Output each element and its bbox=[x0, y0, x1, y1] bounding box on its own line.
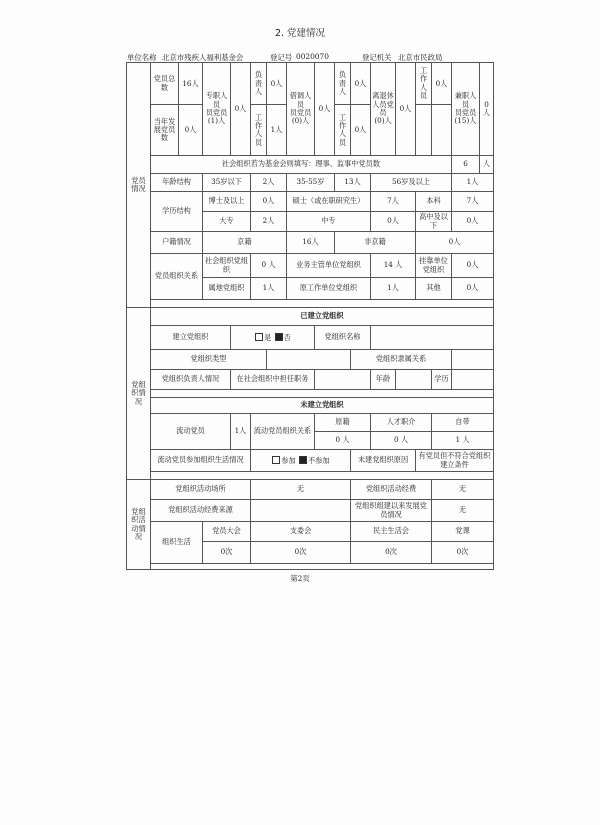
org-life-label: 组织生活 bbox=[151, 522, 203, 564]
age-56-plus-label: 56岁及以上 bbox=[371, 174, 452, 192]
fulltime-title: 专职人员 bbox=[205, 91, 228, 109]
venue-label: 党组织活动场所 bbox=[151, 480, 251, 500]
rel-social-org-value: 0 人 bbox=[251, 254, 287, 278]
retired-staff-label: 工作人员 bbox=[416, 63, 432, 105]
reg-no-value: 0020070 bbox=[296, 52, 329, 61]
leader-edu-value bbox=[452, 370, 494, 390]
general-meeting-label: 党员大会 bbox=[203, 522, 251, 542]
join-label: 参加 bbox=[281, 455, 296, 465]
org-leader-label: 党组织负责人情况 bbox=[151, 370, 231, 390]
join-checkbox[interactable] bbox=[272, 456, 280, 464]
party-lecture-label: 党课 bbox=[432, 522, 494, 542]
org-affiliation-value bbox=[452, 350, 494, 370]
org-name-label: 党组织名称 bbox=[315, 326, 371, 350]
edu-bachelor-value: 7人 bbox=[452, 192, 494, 212]
hukou-beijing-label: 京籍 bbox=[203, 232, 287, 254]
age-56-plus-value: 1人 bbox=[452, 174, 494, 192]
retired-blank-1 bbox=[416, 105, 432, 156]
total-members-label: 党员总数 bbox=[151, 63, 179, 105]
funds-label: 党组织活动经费 bbox=[351, 480, 432, 500]
edu-college-label: 大专 bbox=[203, 212, 251, 232]
org-type-label: 党组织类型 bbox=[151, 350, 267, 370]
age-under-35-label: 35岁以下 bbox=[203, 174, 251, 192]
seconded-title: 借调人员 bbox=[289, 91, 312, 109]
reg-org-value: 北京市民政局 bbox=[398, 53, 443, 62]
age-35-55-label: 35-55岁 bbox=[287, 174, 335, 192]
parttime-value: 0人 bbox=[480, 63, 494, 156]
edu-highschool-value: 0人 bbox=[452, 212, 494, 232]
dev-since-est-value: 无 bbox=[432, 500, 494, 522]
self-label: 自带 bbox=[432, 414, 494, 432]
parttime-party-count: 员党员(15)人 bbox=[454, 108, 477, 126]
establish-org-options bbox=[231, 326, 315, 350]
branch-committee-label: 支委会 bbox=[251, 522, 351, 542]
seconded-resp-value: 0人 bbox=[351, 63, 371, 105]
rel-supervisor-label: 业务主管单位党组织 bbox=[287, 254, 371, 278]
rel-other-value: 0人 bbox=[452, 278, 494, 300]
nojoin-label: 不参加 bbox=[308, 455, 330, 465]
hukou-nonbeijing-label: 非京籍 bbox=[335, 232, 416, 254]
org-relation-label: 党员组织关系 bbox=[151, 254, 203, 300]
edu-master-label: 硕士（或在职研究生） bbox=[287, 192, 371, 212]
fulltime-value: 0人 bbox=[231, 63, 251, 156]
fulltime-staff-label: 工作人员 bbox=[251, 105, 267, 156]
party-building-form bbox=[126, 62, 494, 570]
edu-phd-value: 0人 bbox=[251, 192, 287, 212]
fulltime-resp-label: 负责人 bbox=[251, 63, 267, 105]
age-structure-label: 年龄结构 bbox=[151, 174, 203, 192]
talent-value: 0 人 bbox=[371, 432, 432, 450]
retired-title: 离退休人员党员 bbox=[372, 91, 394, 118]
edu-bachelor-label: 本科 bbox=[416, 192, 452, 212]
nojoin-checkbox[interactable] bbox=[299, 456, 307, 464]
org-type-value bbox=[267, 350, 351, 370]
parttime-label bbox=[452, 63, 480, 156]
funds-source-label: 党组织活动经费来源 bbox=[151, 500, 251, 522]
page-number: 第2页 bbox=[290, 574, 310, 583]
parttime-title: 兼职人员 bbox=[454, 91, 477, 109]
party-lecture-value: 0次 bbox=[432, 542, 494, 564]
seconded-staff-value: 0人 bbox=[351, 105, 371, 156]
rel-affiliated-value: 0人 bbox=[452, 254, 494, 278]
section2-end-spacer bbox=[151, 472, 494, 480]
section2-spacer bbox=[151, 390, 494, 398]
no-org-reason-label: 未建党组织原因 bbox=[351, 450, 416, 472]
rel-former-value: 1人 bbox=[371, 278, 416, 300]
democratic-life-value: 0次 bbox=[351, 542, 432, 564]
page-title: 2. 党建情况 bbox=[274, 28, 326, 39]
funds-value: 无 bbox=[432, 480, 494, 500]
branch-committee-value: 0次 bbox=[251, 542, 351, 564]
age-35-55-value: 13人 bbox=[335, 174, 371, 192]
section1-spacer bbox=[151, 300, 494, 308]
unit-name-label: 单位名称 bbox=[127, 53, 157, 62]
venue-value: 无 bbox=[251, 480, 351, 500]
leader-age-value bbox=[396, 370, 432, 390]
retired-staff-value: 0人 bbox=[432, 63, 452, 105]
rel-former-label: 原工作单位党组织 bbox=[287, 278, 371, 300]
mobile-members-value: 1人 bbox=[231, 414, 251, 450]
leader-age-label: 年龄 bbox=[371, 370, 396, 390]
rel-local-label: 属地党组织 bbox=[203, 278, 251, 300]
no-checkbox[interactable] bbox=[275, 333, 283, 341]
retired-blank-2 bbox=[432, 105, 452, 156]
democratic-life-label: 民主生活会 bbox=[351, 522, 432, 542]
yes-checkbox[interactable] bbox=[255, 333, 263, 341]
participation-label: 流动党员参加组织生活情况 bbox=[151, 450, 251, 472]
edu-phd-label: 博士及以上 bbox=[203, 192, 251, 212]
age-under-35-value: 2人 bbox=[251, 174, 287, 192]
talent-label: 人才职介 bbox=[371, 414, 432, 432]
seconded-resp-label: 负责人 bbox=[335, 63, 351, 105]
rel-social-org-label: 社会组织党组织 bbox=[203, 254, 251, 278]
rel-local-value: 1人 bbox=[251, 278, 287, 300]
reg-no-label: 登记号 bbox=[270, 53, 293, 62]
seconded-value: 0人 bbox=[315, 63, 335, 156]
mobile-members-label: 流动党员 bbox=[151, 414, 231, 450]
board-members-label: 社会组织若为基金会则填写：理事、监事中党员数 bbox=[151, 156, 452, 174]
org-activity-section-label: 党组织活动情况 bbox=[127, 480, 151, 570]
seconded-staff-label: 工作人员 bbox=[335, 105, 351, 156]
seconded-party-count: 员党员(0)人 bbox=[289, 108, 312, 126]
edu-highschool-label: 高中及以下 bbox=[416, 212, 452, 232]
leader-edu-label: 学历 bbox=[432, 370, 452, 390]
condition-label: 有党员但不符合党组织建立条件 bbox=[416, 450, 494, 472]
mobile-relation-label: 流动党员组织关系 bbox=[251, 414, 315, 450]
seconded-label bbox=[287, 63, 315, 156]
edu-secondary-label: 中专 bbox=[287, 212, 371, 232]
establish-org-label: 建立党组织 bbox=[151, 326, 231, 350]
section3-spacer bbox=[151, 564, 494, 570]
unit-name-value: 北京市残疾人福利基金会 bbox=[162, 53, 244, 62]
org-name-value bbox=[371, 326, 494, 350]
origin-label: 原籍 bbox=[315, 414, 371, 432]
total-members-value: 16人 bbox=[179, 63, 203, 105]
no-label: 否 bbox=[283, 332, 291, 342]
fulltime-staff-value: 1人 bbox=[267, 105, 287, 156]
dev-members-label: 当年发展党员数 bbox=[151, 105, 179, 156]
fulltime-party-count: 员党员(1)人 bbox=[205, 108, 228, 126]
leader-position-value bbox=[315, 370, 371, 390]
origin-value: 0 人 bbox=[315, 432, 371, 450]
dev-members-value: 0人 bbox=[179, 105, 203, 156]
board-members-value: 6 bbox=[452, 156, 480, 174]
fulltime-label bbox=[203, 63, 231, 156]
party-members-section-label: 党员情况 bbox=[127, 63, 151, 308]
party-org-section-label: 党组织情况 bbox=[127, 308, 151, 480]
general-meeting-value: 0次 bbox=[203, 542, 251, 564]
hukou-label: 户籍情况 bbox=[151, 232, 203, 254]
self-value: 1 人 bbox=[432, 432, 494, 450]
education-label: 学历结构 bbox=[151, 192, 203, 232]
fulltime-resp-value: 0人 bbox=[267, 63, 287, 105]
rel-affiliated-label: 挂靠单位党组织 bbox=[416, 254, 452, 278]
retired-value: 0人 bbox=[396, 63, 416, 156]
reg-org-label: 登记机关 bbox=[362, 53, 392, 62]
yes-label: 是 bbox=[264, 332, 272, 342]
funds-source-value bbox=[251, 500, 351, 522]
rel-supervisor-value: 14 人 bbox=[371, 254, 416, 278]
built-org-title: 已建立党组织 bbox=[151, 308, 494, 326]
retired-party-count: (0)人 bbox=[374, 116, 392, 126]
not-built-org-title: 未建立党组织 bbox=[151, 398, 494, 414]
retired-label bbox=[371, 63, 396, 156]
edu-college-value: 2人 bbox=[251, 212, 287, 232]
participation-options bbox=[251, 450, 351, 472]
hukou-nonbeijing-value: 0人 bbox=[416, 232, 494, 254]
board-members-unit: 人 bbox=[480, 156, 494, 174]
edu-master-value: 7人 bbox=[371, 192, 416, 212]
hukou-beijing-value: 16人 bbox=[287, 232, 335, 254]
leader-position-label: 在社会组织中担任职务 bbox=[231, 370, 315, 390]
edu-secondary-value: 0人 bbox=[371, 212, 416, 232]
rel-other-label: 其他 bbox=[416, 278, 452, 300]
dev-since-est-label: 党组织组建以来发展党员情况 bbox=[351, 500, 432, 522]
org-affiliation-label: 党组织隶属关系 bbox=[351, 350, 452, 370]
